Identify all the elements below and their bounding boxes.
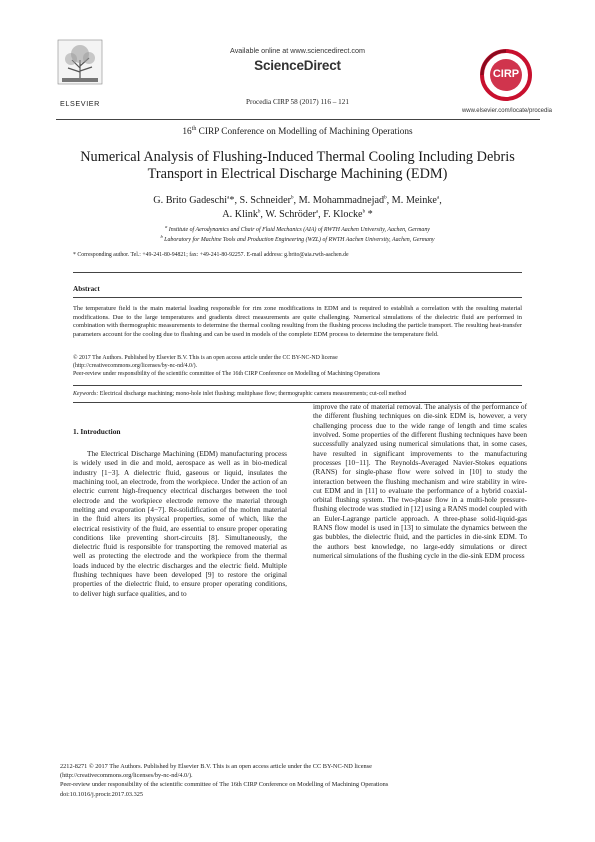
author-affiliation-mark: b [257,209,261,215]
keywords-list: Electrical discharge machining; mono-hole inlet flushing; multiphase flow; thermographic camera measurements; cut-cell method [98,391,407,397]
title-line-2: Transport in Electrical Discharge Machining (EDM) [147,166,448,182]
affiliations [0,226,595,245]
body-column-2: improve the rate of material removal. The analysis of the performance of the different flushing techniques on die-sink EDM is, however, a very challenging process due to the wide range of length and time scales involved. Some properties of the different flushing techniques have been successfully analyzed using numerical simulations that, in some cases, have resulted in significant improvements to the manufacturing processes [10−11]. The Reynolds-Averaged Navier-Stokes equations (RANS) for single-phase flow were solved in [10] to study the interaction between the flushing mechanism and wire stability in wire-cut EDM and in [11] to evaluate the performance of a hybrid coaxial-orbital flushing system. The two-phase flow in a multi-hole pressure-flushing electrode was studied in [12] using a RANS model coupled with an Euler-Lagrange particle approach. A three-phase solid-liquid-gas RANS flow model is used in [13] to simulate the dynamics between the gas bubbles, the dielectric fluid, and the particles in die-sink EDM. To the authors best knowledge, no large-eddy simulations or direct numerical simulations of the flushing cycle in the die-sink EDM process [313,402,527,560]
author-name[interactable]: , M. Mohammadnejad [293,195,385,206]
journal-reference: Procedia CIRP 58 (2017) 116 – 121 [246,98,349,106]
author-name[interactable]: G. Brito Gadeschi [153,195,228,206]
abstract-text: The temperature field is the main material loading responsible for rim zone modifications in EDM and is required to establish a correlation with the resulting material modifications. Due to the large temperatures and gradients direct measurements are quite challenging. Numerical simulations of the dielectric fluid are performed in combination with thermographic measurements to determine the thermal cooling resulting from the flushing process including the particle transport. The resulting heat-transfer parameters account for the cooling due to flushing and can be used in models of the complete EDM process to determine the temperature field. [73,305,522,338]
abstract-heading-rule [73,297,522,298]
peer-review-line: Peer-review under responsibility of the scientific committee of The 16th CIRP Conference on Modelling of Machining Operations [73,371,381,377]
keywords-rule [73,385,522,386]
footer-issn-copyright: 2212-8271 © 2017 The Authors. Published by Elsevier B.V. This is an open access article under the CC BY-NC-ND license [60,763,372,770]
abstract-top-rule [73,272,522,273]
footer-license-link[interactable]: (http://creativecommons.org/licenses/by-nc-nd/4.0/). [60,772,193,780]
header-rule [56,119,540,120]
available-online-line: Available online at www.sciencedirect.com [230,46,365,55]
author-line-1 [0,194,595,208]
affiliation-a: $^a$ Institute of Aerodynamics and Chair of Fluid Mechanics (AIA) of RWTH Aachen University, Aachen, Germany [165,224,430,233]
sciencedirect-logo: ScienceDirect [254,58,341,73]
author-name[interactable]: , M. Meinke [386,195,437,206]
corresponding-mark: * [365,208,373,220]
section-heading: 1. Introduction [73,427,121,436]
author-affiliation-mark: b [362,209,366,215]
author-name[interactable]: , F. Klocke [318,208,363,220]
abstract-license [73,354,522,378]
conference-number: 16 [182,127,192,137]
publisher-name: ELSEVIER [60,99,100,108]
author-affiliation-mark: a [315,209,319,215]
author-separator: , [439,195,442,206]
author-line-2 [0,208,595,222]
journal-homepage-link[interactable]: www.elsevier.com/locate/procedia [461,108,552,114]
body-column-1: The Electrical Discharge Machining (EDM) manufacturing process is widely used in die and mold, aerospace as well as in bio-medical industry [1−3]. A dielectric fluid, gaseous or liquid, insulates the machining tool, an electrode, from the workpiece. Under the action of an electric current high-frequency electrical discharges between the tool electrode and the workpiece electrode remove the material through melting and evaporation [4−7]. Re-solidification of the molten material in the fluid alters its physical properties, some of which, like the electrical resistivity of the fluid, are essential to ensure proper operating conditions like preventing short-circuits [8]. Simultaneously, the dielectric fluid is responsible for transporting the removed material as well as protecting the electrode and the workpiece from the thermal loads induced by the electric discharges and the electric field. Multiple flushing techniques have been developed [9] to restore the original properties of the dielectric fluid, to ensure proper operating conditions, to deliver high surface qualities, and to [73,449,287,598]
author-name[interactable]: *, S. Schneider [229,195,292,206]
cirp-logo [478,45,534,105]
cirp-logo-text: CIRP [492,68,520,80]
author-name[interactable]: A. Klink [222,208,258,220]
footer-peer-review: Peer-review under responsibility of the scientific committee of The 16th CIRP Conference on Modelling of Machining Operations [60,781,389,789]
author-affiliation-mark: b [291,195,294,201]
conference-line [0,127,595,137]
license-link[interactable]: (http://creativecommons.org/licenses/by-nc-nd/4.0/). [73,363,198,369]
author-name[interactable]: , W. Schröder [260,208,316,220]
keywords-label: Keywords: [73,391,99,397]
footer [60,762,540,799]
keywords [73,391,522,397]
corresponding-author: * Corresponding author. Tel.: +49-241-80-94821; fax: +49-241-80-92257. E-mail address: g.brito@aia.rwth-aachen.de [73,252,349,258]
author-list [0,194,595,221]
abstract-heading: Abstract [73,285,100,293]
author-affiliation-mark: a [436,195,440,201]
copyright-line: © 2017 The Authors. Published by Elsevier B.V. This is an open access article under the CC BY-NC-ND license [73,355,338,361]
affiliation-b: $^b$ Laboratory for Machine Tools and Production Engineering (WZL) of RWTH Aachen University, Aachen, Germany [160,233,435,243]
author-affiliation-mark: a [227,195,230,201]
title-line-1: Numerical Analysis of Flushing-Induced Thermal Cooling Including Debris [80,149,515,165]
author-affiliation-mark: b [384,195,387,201]
conference-number-suffix: th [191,125,197,132]
paper-title [40,149,555,183]
footer-doi[interactable]: doi:10.1016/j.procir.2017.03.325 [60,790,144,798]
conference-name: CIRP Conference on Modelling of Machining Operations [196,127,413,137]
